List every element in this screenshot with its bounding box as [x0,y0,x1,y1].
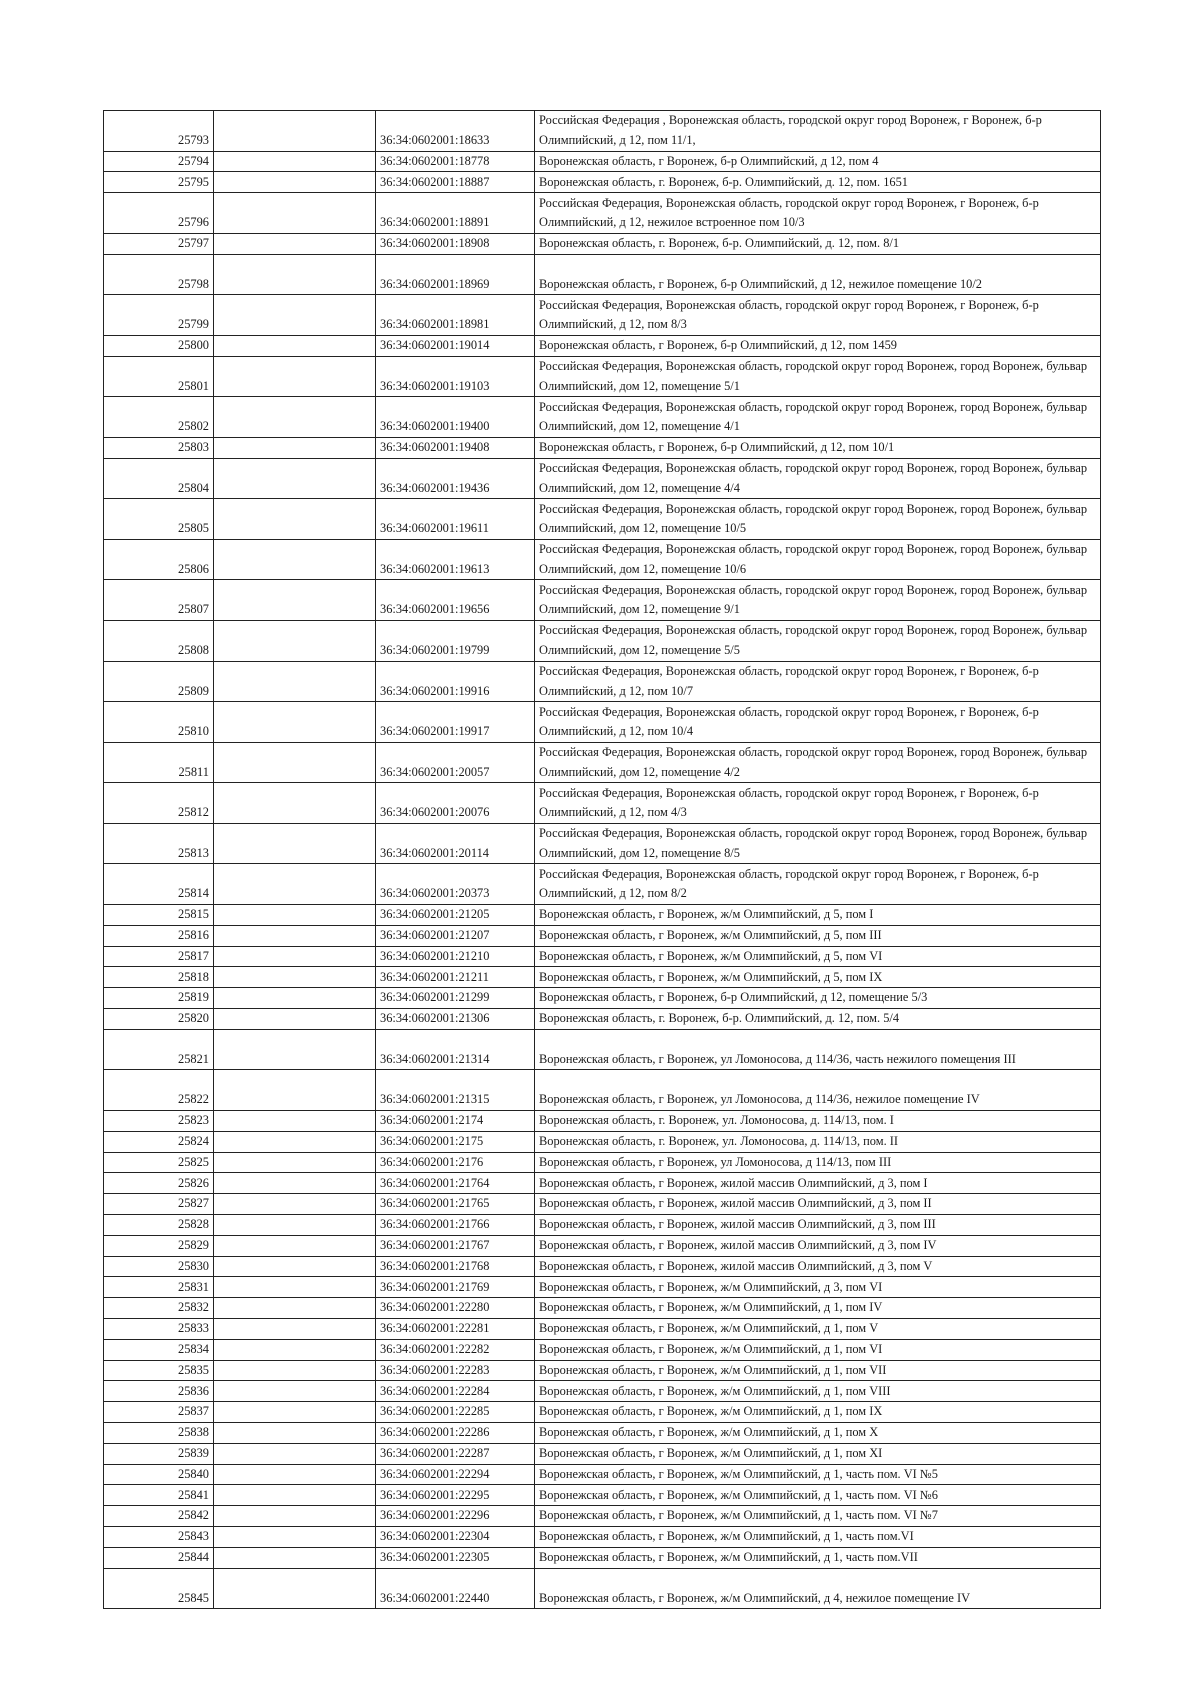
empty-cell [214,1194,376,1215]
address-cell: Воронежская область, г Воронеж, б-р Олимпийский, д 12, помещение 5/3 [535,988,1101,1009]
empty-cell [214,151,376,172]
address-cell: Воронежская область, г Воронеж, жилой массив Олимпийский, д 3, пом II [535,1194,1101,1215]
table-row [104,1070,1101,1111]
address-cell: Воронежская область, г Воронеж, ж/м Олимпийский, д 4, нежилое помещение IV [535,1568,1101,1609]
cadastral-number: 36:34:0602001:21767 [376,1235,535,1256]
empty-cell [214,1485,376,1506]
row-number: 25836 [104,1381,214,1402]
row-number: 25832 [104,1298,214,1319]
empty-cell [214,1173,376,1194]
empty-cell [214,1568,376,1609]
address-cell: Российская Федерация, Воронежская область, городской округ город Воронеж, город Воронеж, бульвар Олимпийский, дом 12, помещение 8/5 [535,823,1101,864]
row-number: 25837 [104,1402,214,1423]
table-row [104,1235,1101,1256]
empty-cell [214,661,376,702]
cadastral-number: 36:34:0602001:18778 [376,151,535,172]
cadastral-number: 36:34:0602001:19400 [376,397,535,438]
address-cell: Воронежская область, г Воронеж, жилой массив Олимпийский, д 3, пом III [535,1215,1101,1236]
empty-cell [214,1506,376,1527]
row-number: 25821 [104,1029,214,1070]
address-cell: Воронежская область, г Воронеж, ж/м Олимпийский, д 1, пом VIII [535,1381,1101,1402]
cadastral-number: 36:34:0602001:19014 [376,335,535,356]
address-cell: Российская Федерация, Воронежская область, городской округ город Воронеж, г Воронеж, б-р Олимпийский, д 12, пом 8/3 [535,295,1101,336]
cadastral-number: 36:34:0602001:20057 [376,742,535,783]
empty-cell [214,1360,376,1381]
address-cell: Российская Федерация, Воронежская область, городской округ город Воронеж, город Воронеж, бульвар Олимпийский, дом 12, помещение 4/1 [535,397,1101,438]
row-number: 25816 [104,925,214,946]
table-row [104,1464,1101,1485]
empty-cell [214,967,376,988]
row-number: 25804 [104,458,214,499]
cadastral-number: 36:34:0602001:22296 [376,1506,535,1527]
row-number: 25825 [104,1152,214,1173]
empty-cell [214,233,376,254]
row-number: 25815 [104,905,214,926]
address-cell: Воронежская область, г Воронеж, жилой массив Олимпийский, д 3, пом V [535,1256,1101,1277]
cadastral-number: 36:34:0602001:19408 [376,437,535,458]
address-cell: Российская Федерация, Воронежская область, городской округ город Воронеж, город Воронеж, бульвар Олимпийский, дом 12, помещение 5/5 [535,620,1101,661]
row-number: 25827 [104,1194,214,1215]
table-row [104,1029,1101,1070]
table-row [104,172,1101,193]
address-cell: Воронежская область, г Воронеж, б-р Олимпийский, д 12, пом 10/1 [535,437,1101,458]
empty-cell [214,1443,376,1464]
empty-cell [214,458,376,499]
cadastral-number: 36:34:0602001:22305 [376,1547,535,1568]
empty-cell [214,1319,376,1340]
cadastral-number: 36:34:0602001:21768 [376,1256,535,1277]
address-cell: Воронежская область, г Воронеж, жилой массив Олимпийский, д 3, пом I [535,1173,1101,1194]
cadastral-number: 36:34:0602001:22304 [376,1526,535,1547]
empty-cell [214,905,376,926]
table-row [104,193,1101,234]
row-number: 25833 [104,1319,214,1340]
cadastral-number: 36:34:0602001:2176 [376,1152,535,1173]
row-number: 25808 [104,620,214,661]
empty-cell [214,925,376,946]
cadastral-number: 36:34:0602001:22285 [376,1402,535,1423]
cadastral-number: 36:34:0602001:22282 [376,1339,535,1360]
row-number: 25795 [104,172,214,193]
row-number: 25844 [104,1547,214,1568]
empty-cell [214,1256,376,1277]
cadastral-number: 36:34:0602001:19103 [376,356,535,397]
address-cell: Воронежская область, г Воронеж, ж/м Олимпийский, д 1, пом V [535,1319,1101,1340]
address-cell: Воронежская область, г. Воронеж, ул. Ломоносова, д. 114/13, пом. II [535,1131,1101,1152]
cadastral-number: 36:34:0602001:22281 [376,1319,535,1340]
table-row [104,499,1101,540]
empty-cell [214,783,376,824]
row-number: 25810 [104,702,214,743]
empty-cell [214,580,376,621]
empty-cell [214,1526,376,1547]
address-cell: Российская Федерация, Воронежская область, городской округ город Воронеж, г Воронеж, б-р Олимпийский, д 12, нежилое встроенное пом 10/3 [535,193,1101,234]
empty-cell [214,864,376,905]
cadastral-number: 36:34:0602001:18887 [376,172,535,193]
row-number: 25828 [104,1215,214,1236]
cadastral-number: 36:34:0602001:2174 [376,1111,535,1132]
address-cell: Воронежская область, г Воронеж, ж/м Олимпийский, д 1, часть пом.VI [535,1526,1101,1547]
table-row [104,1215,1101,1236]
empty-cell [214,335,376,356]
cadastral-number: 36:34:0602001:21314 [376,1029,535,1070]
row-number: 25822 [104,1070,214,1111]
address-cell: Российская Федерация, Воронежская область, городской округ город Воронеж, г Воронеж, б-р Олимпийский, д 12, пом 10/7 [535,661,1101,702]
cadastral-number: 36:34:0602001:19656 [376,580,535,621]
row-number: 25824 [104,1131,214,1152]
row-number: 25809 [104,661,214,702]
table-row [104,1111,1101,1132]
table-row [104,539,1101,580]
empty-cell [214,254,376,295]
empty-cell [214,823,376,864]
address-cell: Российская Федерация, Воронежская область, городской округ город Воронеж, г Воронеж, б-р Олимпийский, д 12, пом 8/2 [535,864,1101,905]
row-number: 25805 [104,499,214,540]
table-row [104,1277,1101,1298]
cadastral-number: 36:34:0602001:19611 [376,499,535,540]
table-row [104,1256,1101,1277]
table-row [104,111,1101,152]
table-row [104,1009,1101,1030]
cadastral-number: 36:34:0602001:18891 [376,193,535,234]
cadastral-number: 36:34:0602001:2175 [376,1131,535,1152]
empty-cell [214,1215,376,1236]
cadastral-number: 36:34:0602001:22440 [376,1568,535,1609]
row-number: 25801 [104,356,214,397]
cadastral-number: 36:34:0602001:20076 [376,783,535,824]
address-cell: Воронежская область, г Воронеж, ж/м Олимпийский, д 1, часть пом. VI №6 [535,1485,1101,1506]
empty-cell [214,1277,376,1298]
row-number: 25802 [104,397,214,438]
empty-cell [214,356,376,397]
row-number: 25838 [104,1423,214,1444]
row-number: 25807 [104,580,214,621]
address-cell: Воронежская область, г Воронеж, ул Ломоносова, д 114/36, нежилое помещение IV [535,1070,1101,1111]
address-cell: Воронежская область, г Воронеж, ж/м Олимпийский, д 5, пом VI [535,946,1101,967]
row-number: 25798 [104,254,214,295]
table-row [104,823,1101,864]
row-number: 25813 [104,823,214,864]
cadastral-number: 36:34:0602001:19799 [376,620,535,661]
row-number: 25796 [104,193,214,234]
table-row [104,620,1101,661]
cadastral-number: 36:34:0602001:18633 [376,111,535,152]
table-row [104,295,1101,336]
row-number: 25835 [104,1360,214,1381]
address-cell: Воронежская область, г Воронеж, жилой массив Олимпийский, д 3, пом IV [535,1235,1101,1256]
row-number: 25811 [104,742,214,783]
cadastral-number: 36:34:0602001:21769 [376,1277,535,1298]
table-body [104,111,1101,1609]
address-cell: Воронежская область, г Воронеж, ул Ломоносова, д 114/13, пом III [535,1152,1101,1173]
cadastral-number: 36:34:0602001:22287 [376,1443,535,1464]
address-cell: Воронежская область, г Воронеж, ж/м Олимпийский, д 5, пом III [535,925,1101,946]
address-cell: Воронежская область, г Воронеж, ж/м Олимпийский, д 1, пом IV [535,1298,1101,1319]
address-cell: Воронежская область, г Воронеж, ж/м Олимпийский, д 1, пом IX [535,1402,1101,1423]
address-cell: Воронежская область, г Воронеж, ж/м Олимпийский, д 1, пом XI [535,1443,1101,1464]
empty-cell [214,620,376,661]
cadastral-number: 36:34:0602001:21306 [376,1009,535,1030]
row-number: 25803 [104,437,214,458]
address-cell: Воронежская область, г Воронеж, ж/м Олимпийский, д 1, часть пом. VI №7 [535,1506,1101,1527]
cadastral-number: 36:34:0602001:21205 [376,905,535,926]
row-number: 25826 [104,1173,214,1194]
table-row [104,1152,1101,1173]
table-row [104,1506,1101,1527]
row-number: 25794 [104,151,214,172]
cadastral-number: 36:34:0602001:21207 [376,925,535,946]
address-cell: Воронежская область, г Воронеж, б-р Олимпийский, д 12, пом 1459 [535,335,1101,356]
empty-cell [214,1547,376,1568]
table-row [104,356,1101,397]
address-cell: Воронежская область, г. Воронеж, б-р. Олимпийский, д. 12, пом. 8/1 [535,233,1101,254]
empty-cell [214,988,376,1009]
table-row [104,1173,1101,1194]
table-row [104,661,1101,702]
table-row [104,1319,1101,1340]
cadastral-number: 36:34:0602001:22284 [376,1381,535,1402]
table-row [104,1381,1101,1402]
table-row [104,1526,1101,1547]
row-number: 25818 [104,967,214,988]
address-cell: Российская Федерация, Воронежская область, городской округ город Воронеж, г Воронеж, б-р Олимпийский, д 12, пом 4/3 [535,783,1101,824]
cadastral-number: 36:34:0602001:21315 [376,1070,535,1111]
table-row [104,1402,1101,1423]
table-row [104,1298,1101,1319]
cadastral-number: 36:34:0602001:18908 [376,233,535,254]
table-row [104,905,1101,926]
address-cell: Российская Федерация, Воронежская область, городской округ город Воронеж, город Воронеж, бульвар Олимпийский, дом 12, помещение 10/6 [535,539,1101,580]
empty-cell [214,1111,376,1132]
cadastral-number: 36:34:0602001:21211 [376,967,535,988]
empty-cell [214,499,376,540]
empty-cell [214,1235,376,1256]
table-row [104,580,1101,621]
row-number: 25840 [104,1464,214,1485]
cadastral-number: 36:34:0602001:22280 [376,1298,535,1319]
row-number: 25793 [104,111,214,152]
empty-cell [214,1070,376,1111]
address-cell: Российская Федерация, Воронежская область, городской округ город Воронеж, город Воронеж, бульвар Олимпийский, дом 12, помещение 5/1 [535,356,1101,397]
address-cell: Воронежская область, г Воронеж, ж/м Олимпийский, д 1, пом VII [535,1360,1101,1381]
empty-cell [214,1423,376,1444]
address-cell: Воронежская область, г Воронеж, ул Ломоносова, д 114/36, часть нежилого помещения III [535,1029,1101,1070]
address-cell: Российская Федерация, Воронежская область, городской округ город Воронеж, город Воронеж, бульвар Олимпийский, дом 12, помещение 9/1 [535,580,1101,621]
address-cell: Российская Федерация, Воронежская область, городской округ город Воронеж, город Воронеж, бульвар Олимпийский, дом 12, помещение 4/4 [535,458,1101,499]
empty-cell [214,539,376,580]
row-number: 25806 [104,539,214,580]
cadastral-number: 36:34:0602001:21299 [376,988,535,1009]
table-row [104,946,1101,967]
empty-cell [214,742,376,783]
address-cell: Воронежская область, г Воронеж, ж/м Олимпийский, д 1, пом X [535,1423,1101,1444]
empty-cell [214,1131,376,1152]
cadastral-number: 36:34:0602001:22286 [376,1423,535,1444]
empty-cell [214,1009,376,1030]
cadastral-number: 36:34:0602001:22283 [376,1360,535,1381]
cadastral-number: 36:34:0602001:19436 [376,458,535,499]
empty-cell [214,111,376,152]
empty-cell [214,702,376,743]
table-row [104,864,1101,905]
empty-cell [214,172,376,193]
row-number: 25820 [104,1009,214,1030]
table-row [104,1194,1101,1215]
table-row [104,397,1101,438]
row-number: 25839 [104,1443,214,1464]
row-number: 25819 [104,988,214,1009]
cadastral-number: 36:34:0602001:22294 [376,1464,535,1485]
address-cell: Воронежская область, г Воронеж, ж/м Олимпийский, д 3, пом VI [535,1277,1101,1298]
address-cell: Воронежская область, г Воронеж, б-р Олимпийский, д 12, пом 4 [535,151,1101,172]
address-cell: Воронежская область, г Воронеж, ж/м Олимпийский, д 5, пом IX [535,967,1101,988]
row-number: 25817 [104,946,214,967]
document-page [103,110,1100,1609]
cadastral-number: 36:34:0602001:21766 [376,1215,535,1236]
cadastral-number: 36:34:0602001:20114 [376,823,535,864]
address-cell: Воронежская область, г. Воронеж, ул. Ломоносова, д. 114/13, пом. I [535,1111,1101,1132]
table-row [104,1360,1101,1381]
address-cell: Воронежская область, г. Воронеж, б-р. Олимпийский, д. 12, пом. 1651 [535,172,1101,193]
row-number: 25799 [104,295,214,336]
table-row [104,1485,1101,1506]
empty-cell [214,397,376,438]
empty-cell [214,295,376,336]
cadastral-number: 36:34:0602001:22295 [376,1485,535,1506]
cadastral-number: 36:34:0602001:21210 [376,946,535,967]
address-cell: Воронежская область, г Воронеж, ж/м Олимпийский, д 1, часть пом. VI №5 [535,1464,1101,1485]
table-row [104,925,1101,946]
table-row [104,967,1101,988]
address-cell: Воронежская область, г Воронеж, ж/м Олимпийский, д 1, пом VI [535,1339,1101,1360]
table-row [104,1423,1101,1444]
row-number: 25823 [104,1111,214,1132]
row-number: 25842 [104,1506,214,1527]
cadastral-number: 36:34:0602001:19613 [376,539,535,580]
table-row [104,1443,1101,1464]
table-row [104,233,1101,254]
table-row [104,1547,1101,1568]
row-number: 25841 [104,1485,214,1506]
table-row [104,335,1101,356]
empty-cell [214,1464,376,1485]
cadastral-number: 36:34:0602001:19916 [376,661,535,702]
address-cell: Российская Федерация , Воронежская область, городской округ город Воронеж, г Воронеж, б-р Олимпийский, д 12, пом 11/1, [535,111,1101,152]
table-row [104,458,1101,499]
empty-cell [214,1402,376,1423]
empty-cell [214,437,376,458]
row-number: 25845 [104,1568,214,1609]
cadastral-number: 36:34:0602001:21764 [376,1173,535,1194]
empty-cell [214,1298,376,1319]
empty-cell [214,1381,376,1402]
row-number: 25831 [104,1277,214,1298]
empty-cell [214,193,376,234]
table-row [104,254,1101,295]
property-table [103,110,1101,1609]
cadastral-number: 36:34:0602001:18981 [376,295,535,336]
table-row [104,988,1101,1009]
table-row [104,437,1101,458]
table-row [104,151,1101,172]
table-row [104,1131,1101,1152]
address-cell: Российская Федерация, Воронежская область, городской округ город Воронеж, город Воронеж, бульвар Олимпийский, дом 12, помещение 4/2 [535,742,1101,783]
empty-cell [214,946,376,967]
address-cell: Воронежская область, г Воронеж, ж/м Олимпийский, д 5, пом I [535,905,1101,926]
table-row [104,742,1101,783]
empty-cell [214,1339,376,1360]
row-number: 25834 [104,1339,214,1360]
address-cell: Воронежская область, г Воронеж, ж/м Олимпийский, д 1, часть пом.VII [535,1547,1101,1568]
row-number: 25830 [104,1256,214,1277]
cadastral-number: 36:34:0602001:19917 [376,702,535,743]
empty-cell [214,1029,376,1070]
cadastral-number: 36:34:0602001:21765 [376,1194,535,1215]
row-number: 25812 [104,783,214,824]
row-number: 25829 [104,1235,214,1256]
address-cell: Российская Федерация, Воронежская область, городской округ город Воронеж, город Воронеж, бульвар Олимпийский, дом 12, помещение 10/5 [535,499,1101,540]
row-number: 25800 [104,335,214,356]
table-row [104,1568,1101,1609]
table-row [104,783,1101,824]
empty-cell [214,1152,376,1173]
address-cell: Воронежская область, г. Воронеж, б-р. Олимпийский, д. 12, пом. 5/4 [535,1009,1101,1030]
cadastral-number: 36:34:0602001:20373 [376,864,535,905]
address-cell: Российская Федерация, Воронежская область, городской округ город Воронеж, г Воронеж, б-р Олимпийский, д 12, пом 10/4 [535,702,1101,743]
cadastral-number: 36:34:0602001:18969 [376,254,535,295]
row-number: 25814 [104,864,214,905]
table-row [104,1339,1101,1360]
address-cell: Воронежская область, г Воронеж, б-р Олимпийский, д 12, нежилое помещение 10/2 [535,254,1101,295]
row-number: 25797 [104,233,214,254]
table-row [104,702,1101,743]
row-number: 25843 [104,1526,214,1547]
